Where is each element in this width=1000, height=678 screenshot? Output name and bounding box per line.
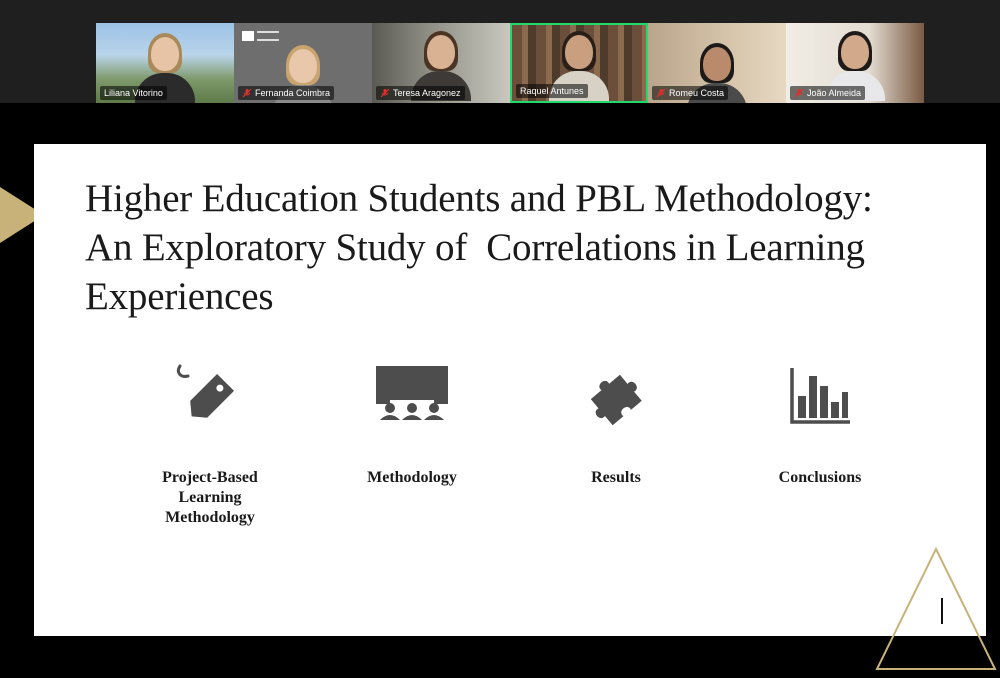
slide-title-line: An Exploratory Study of Correlations in Learning	[85, 226, 865, 269]
participant-tile[interactable]	[648, 23, 786, 103]
participant-gallery	[96, 23, 924, 103]
topic-label: Results	[591, 469, 641, 486]
participant-name: Liliana Vitorino	[104, 88, 163, 98]
topic-conclusions	[740, 362, 900, 488]
participant-name: Raquel Antunes	[520, 86, 584, 96]
participant-name: Romeu Costa	[669, 88, 725, 98]
mic-muted-icon	[242, 88, 252, 98]
topic-results	[536, 362, 696, 488]
participant-tile[interactable]	[372, 23, 510, 103]
puzzle-piece-icon	[580, 362, 652, 428]
participant-name-tag	[100, 86, 167, 100]
participant-name: João Almeida	[807, 88, 862, 98]
presentation-audience-icon	[376, 362, 448, 428]
slide-title	[85, 174, 985, 321]
mic-muted-icon	[656, 88, 666, 98]
participant-name-tag	[516, 84, 588, 98]
participant-name-tag	[238, 86, 334, 100]
university-logo	[242, 31, 279, 41]
mic-muted-icon	[794, 88, 804, 98]
mic-muted-icon	[380, 88, 390, 98]
participant-name-tag	[790, 86, 865, 100]
participant-tile-active-speaker[interactable]	[510, 23, 648, 103]
participant-name: Fernanda Coimbra	[255, 88, 331, 98]
shared-slide	[34, 144, 986, 636]
price-tag-icon	[174, 362, 246, 428]
decorative-triangle-icon	[874, 546, 998, 672]
topic-label: Conclusions	[778, 469, 862, 486]
participant-name-tag	[376, 86, 465, 100]
topic-label: Project-Based Learning Methodology	[162, 469, 258, 526]
topic-methodology	[332, 362, 492, 488]
participant-tile[interactable]	[96, 23, 234, 103]
participant-name-tag	[652, 86, 728, 100]
participant-tile[interactable]	[234, 23, 372, 103]
topic-project-based-learning	[130, 362, 290, 528]
bar-chart-icon	[784, 362, 856, 428]
participant-tile[interactable]	[786, 23, 924, 103]
slide-title-line: Experiences	[85, 275, 274, 318]
topic-label: Methodology	[367, 469, 457, 486]
participant-name: Teresa Aragonez	[393, 88, 461, 98]
slide-title-line: Higher Education Students and PBL Methodology:	[85, 177, 873, 220]
text-cursor	[941, 598, 943, 624]
